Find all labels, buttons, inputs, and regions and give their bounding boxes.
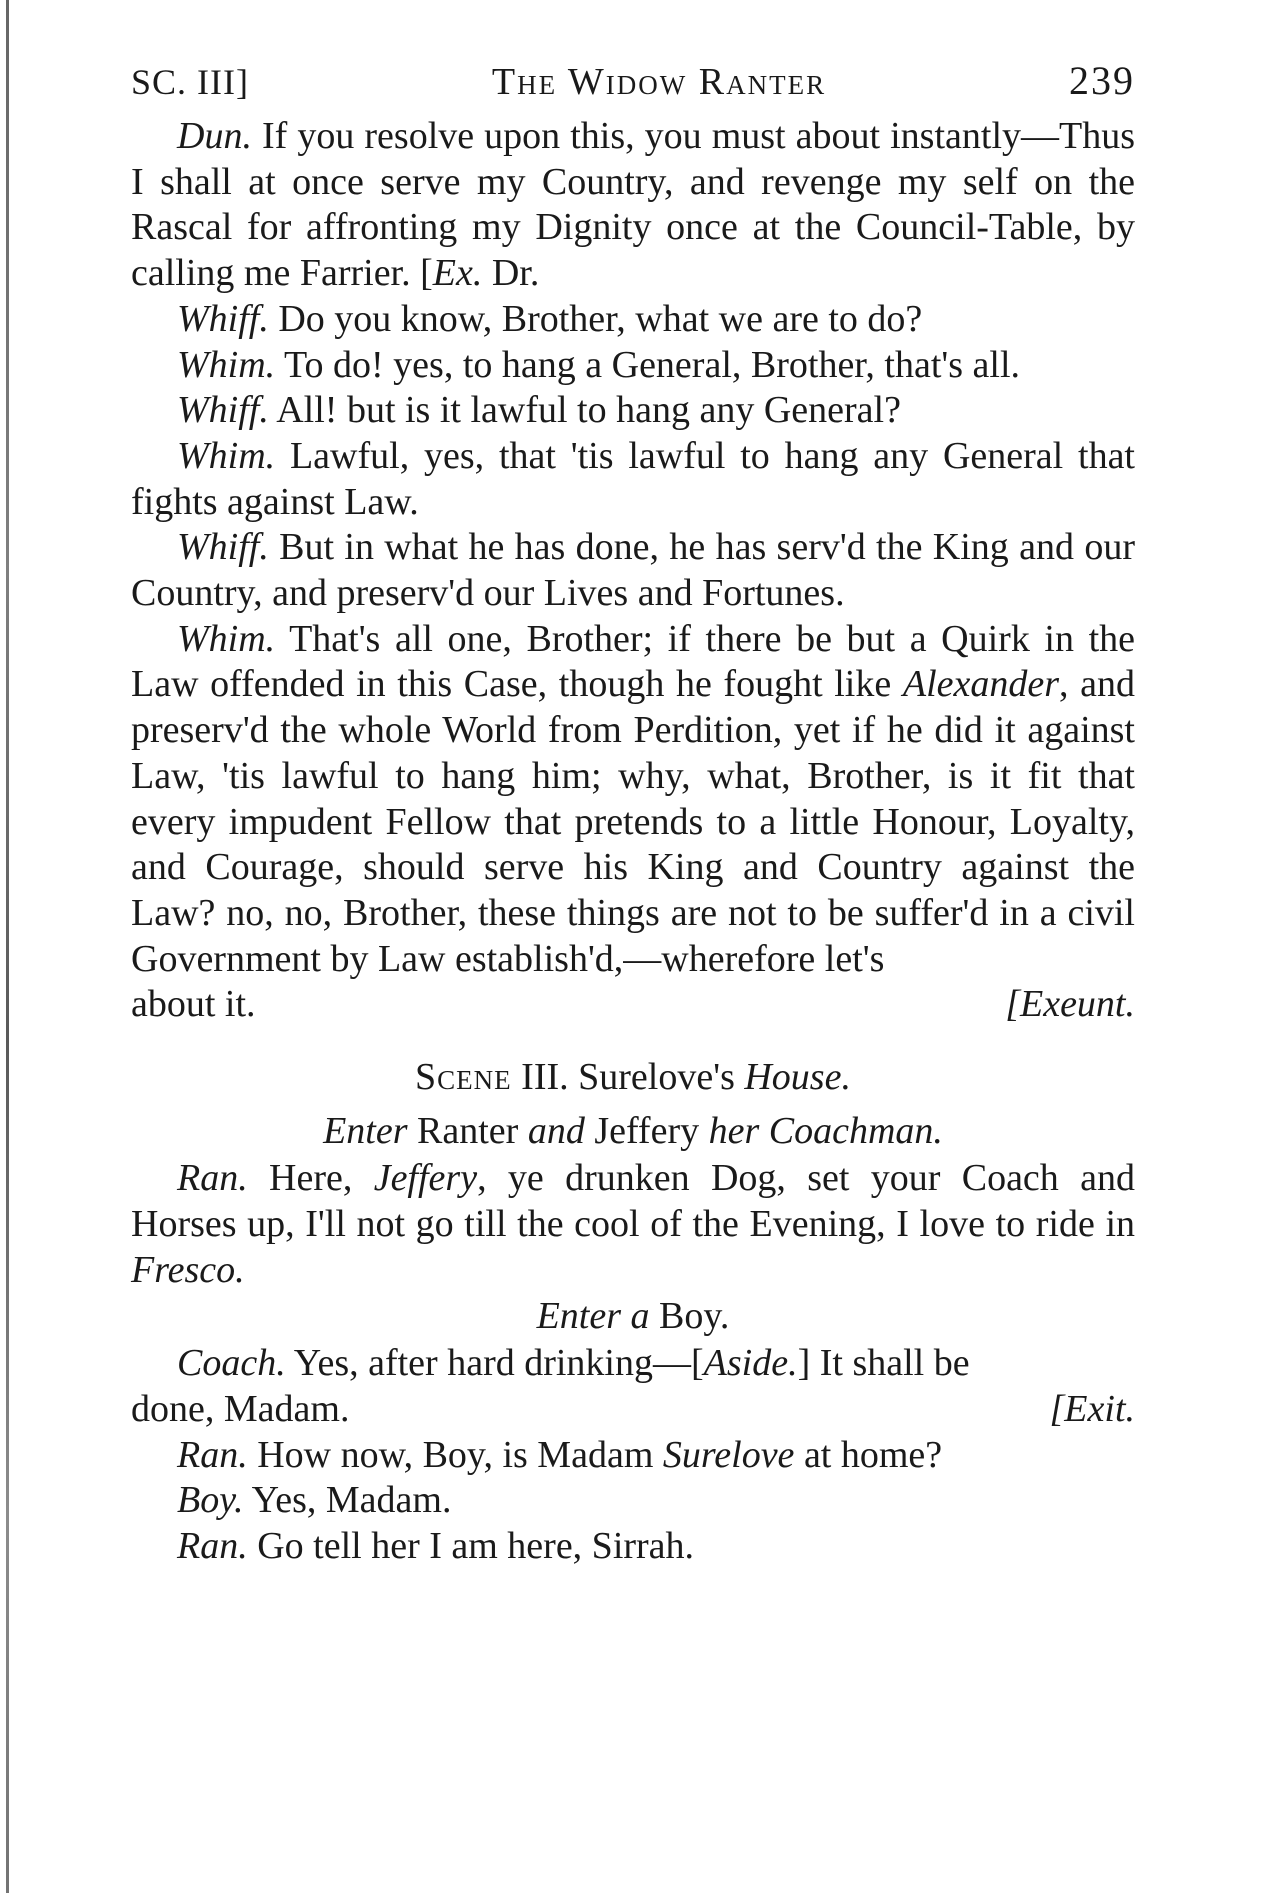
speech-text: at home?	[794, 1433, 943, 1476]
section-marker: SC. III]	[131, 62, 249, 102]
speaker-name: Boy.	[177, 1479, 244, 1522]
entrance-direction	[131, 1294, 1135, 1340]
speech-ran	[131, 1156, 1135, 1293]
speech-text: All! but is it lawful to hang any General?	[268, 389, 901, 432]
scene-label: Scene	[415, 1056, 512, 1099]
exit-line	[131, 982, 1135, 1028]
speaker-name: Ran.	[177, 1525, 248, 1568]
speech-dun	[131, 114, 1135, 297]
character-name: Ranter	[407, 1109, 528, 1152]
speech-ran	[131, 1433, 1135, 1479]
speech-text: Yes, Madam.	[243, 1479, 452, 1522]
speech-text: , ye drunken Dog, set your Coach and Horses up, I'll not go till the cool of the Evening, I love to ride in	[131, 1157, 1135, 1246]
exit-line	[131, 1387, 1135, 1433]
stage-direction: Ex.	[432, 252, 483, 295]
speech-whim-long	[131, 617, 1135, 983]
speaker-name: Whiff.	[177, 297, 269, 340]
speech-ran	[131, 1524, 1135, 1570]
running-header	[131, 58, 1135, 114]
stage-direction: Aside.	[703, 1342, 798, 1385]
speech-text: Dr.	[482, 252, 540, 295]
speaker-name: Coach.	[177, 1342, 286, 1385]
character-name: Jeffery	[584, 1109, 709, 1152]
stage-direction-exit: [Exit.	[1049, 1387, 1135, 1430]
book-page	[131, 58, 1135, 1570]
speech-coach	[131, 1341, 1135, 1387]
page-edge-shadow	[6, 0, 9, 1893]
speech-whiff	[131, 525, 1135, 616]
speaker-name: Whim.	[177, 434, 276, 477]
speech-text: about it.	[131, 983, 256, 1026]
page-number: 239	[1068, 58, 1135, 103]
and-word: and	[527, 1109, 585, 1152]
character-name: Boy.	[649, 1294, 730, 1337]
speech-text: But in what he has done, he has serv'd the King and our Country, and preserv'd our Lives and Fortunes.	[131, 526, 1135, 615]
entrance-direction	[131, 1109, 1135, 1155]
stage-direction-exeunt: [Exeunt.	[1005, 983, 1135, 1026]
speaker-name: Ran.	[177, 1157, 248, 1200]
speech-whim	[131, 343, 1135, 389]
character-role: her Coachman.	[708, 1109, 943, 1152]
speech-text: To do! yes, to hang a General, Brother, that's all.	[275, 343, 1021, 386]
speech-text: That's all one, Brother; if there be but a Quirk in the Law offended in this Case, though he fought like	[131, 617, 1135, 706]
running-title: The Widow Ranter	[491, 61, 827, 103]
scene-heading	[131, 1055, 1135, 1101]
scene-number: III.	[511, 1056, 569, 1099]
speech-text: Go tell her I am here, Sirrah.	[247, 1525, 695, 1568]
speaker-name: Whiff.	[177, 526, 269, 569]
speech-text: Here,	[247, 1157, 374, 1200]
speech-text: How now, Boy, is Madam	[247, 1433, 663, 1476]
speech-whiff	[131, 388, 1135, 434]
speech-text: , and preserv'd the whole World from Perdition, yet if he did it against Law, 'tis lawful to hang him; why, what, Brother, is it fit that every impudent Fellow that pretends to a little Honour, Loyalty, and Courage, should serve his King and Country against the Law? no, no, Brother, these things are not to be suffer'd in a civil Government by Law establish'd,—wherefore let's	[131, 663, 1135, 980]
speaker-name: Whim.	[177, 343, 276, 386]
speech-text: Lawful, yes, that 'tis lawful to hang any General that fights against Law.	[131, 434, 1135, 523]
proper-name: Jeffery	[373, 1157, 478, 1200]
italic-word: Fresco.	[131, 1248, 245, 1291]
speech-text: Do you know, Brother, what we are to do?	[268, 297, 923, 340]
speech-text: Yes, after hard drinking—[	[285, 1342, 704, 1385]
speech-whiff	[131, 297, 1135, 343]
speaker-name: Whiff.	[177, 389, 269, 432]
speaker-name: Dun.	[177, 115, 252, 157]
speech-text: done, Madam.	[131, 1387, 350, 1430]
proper-name: Alexander	[902, 663, 1060, 706]
speaker-name: Ran.	[177, 1433, 248, 1476]
proper-name: Surelove	[662, 1433, 795, 1476]
speech-boy	[131, 1478, 1135, 1524]
enter-word: Enter	[323, 1109, 408, 1152]
speech-text: ] It shall be	[797, 1342, 970, 1385]
speech-whim	[131, 434, 1135, 525]
scene-place: Surelove's	[568, 1056, 745, 1099]
scene-house: House.	[744, 1056, 851, 1099]
speech-text: If you resolve upon this, you must about instantly—Thus I shall at once serve my Country, and revenge my self on the Rascal for affronting my Dignity once at the Council-Table, by calling me Farrier. [	[131, 115, 1135, 295]
speaker-name: Whim.	[177, 617, 276, 660]
enter-word: Enter a	[536, 1294, 650, 1337]
